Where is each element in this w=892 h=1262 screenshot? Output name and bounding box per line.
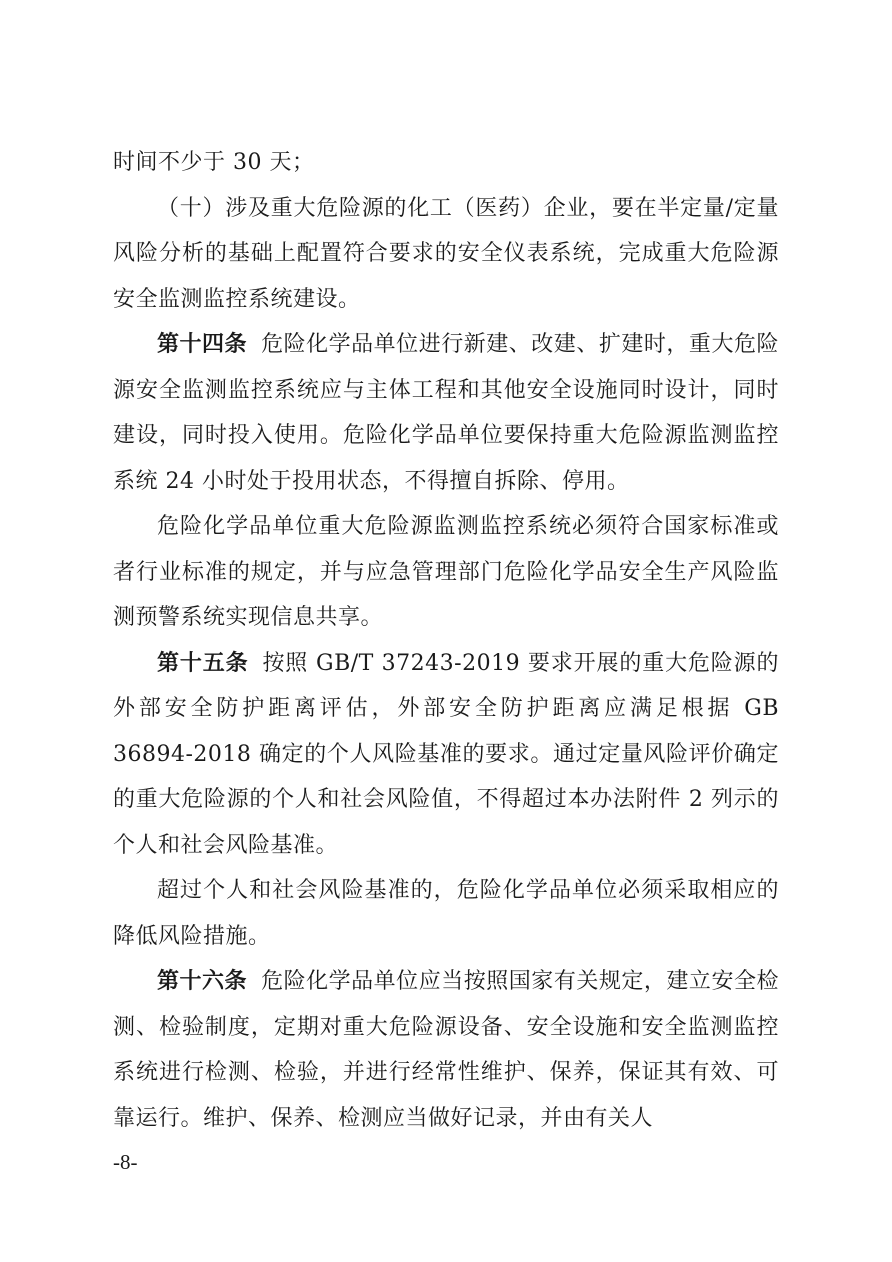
article-14-paragraph-2 bbox=[113, 504, 779, 641]
document-body bbox=[113, 140, 779, 1141]
paragraph-text: 危险化学品单位应当按照国家有关规定，建立安全检测、检验制度，定期对重大危险源设备、安全设施和安全监测监控系统进行检测、检验，并进行经常性维护、保养，保证其有效、可靠运行。维护、保养、检测应当做好记录，并由有关人 bbox=[113, 969, 779, 1131]
article-15-paragraph-2 bbox=[113, 868, 779, 959]
article-14 bbox=[113, 322, 779, 504]
paragraph-text: 危险化学品单位重大危险源监测监控系统必须符合国家标准或者行业标准的规定，并与应急管理部门危险化学品安全生产风险监测预警系统实现信息共享。 bbox=[113, 514, 779, 630]
paragraph-item-ten bbox=[113, 186, 779, 323]
article-15 bbox=[113, 641, 779, 869]
paragraph-text: 超过个人和社会风险基准的，危险化学品单位必须采取相应的降低风险措施。 bbox=[113, 878, 779, 949]
paragraph-continuation bbox=[113, 140, 779, 186]
article-heading: 第十四条 bbox=[157, 332, 248, 357]
article-heading: 第十五条 bbox=[157, 650, 249, 676]
page-number: -8- bbox=[113, 1150, 138, 1174]
paragraph-text: 时间不少于 30 天； bbox=[113, 150, 315, 175]
paragraph-text: 按照 GB/T 37243-2019 要求开展的重大危险源的外部安全防护距离评估，外部安全防护距离应满足根据 GB 36894-2018 确定的个人风险基准的要求。通过定量风险评价确定的重大危险源的个人和社会风险值，不得超过本办法附件 2 列示的个人和社会风险基准。 bbox=[113, 650, 779, 858]
article-heading: 第十六条 bbox=[157, 969, 248, 994]
paragraph-text: 危险化学品单位进行新建、改建、扩建时，重大危险源安全监测监控系统应与主体工程和其他安全设施同时设计，同时建设，同时投入使用。危险化学品单位要保持重大危险源监测监控系统 24 小时处于投用状态，不得擅自拆除、停用。 bbox=[113, 332, 779, 494]
paragraph-text: （十）涉及重大危险源的化工（医药）企业，要在半定量/定量风险分析的基础上配置符合要求的安全仪表系统，完成重大危险源安全监测监控系统建设。 bbox=[113, 195, 779, 312]
article-16 bbox=[113, 959, 779, 1141]
